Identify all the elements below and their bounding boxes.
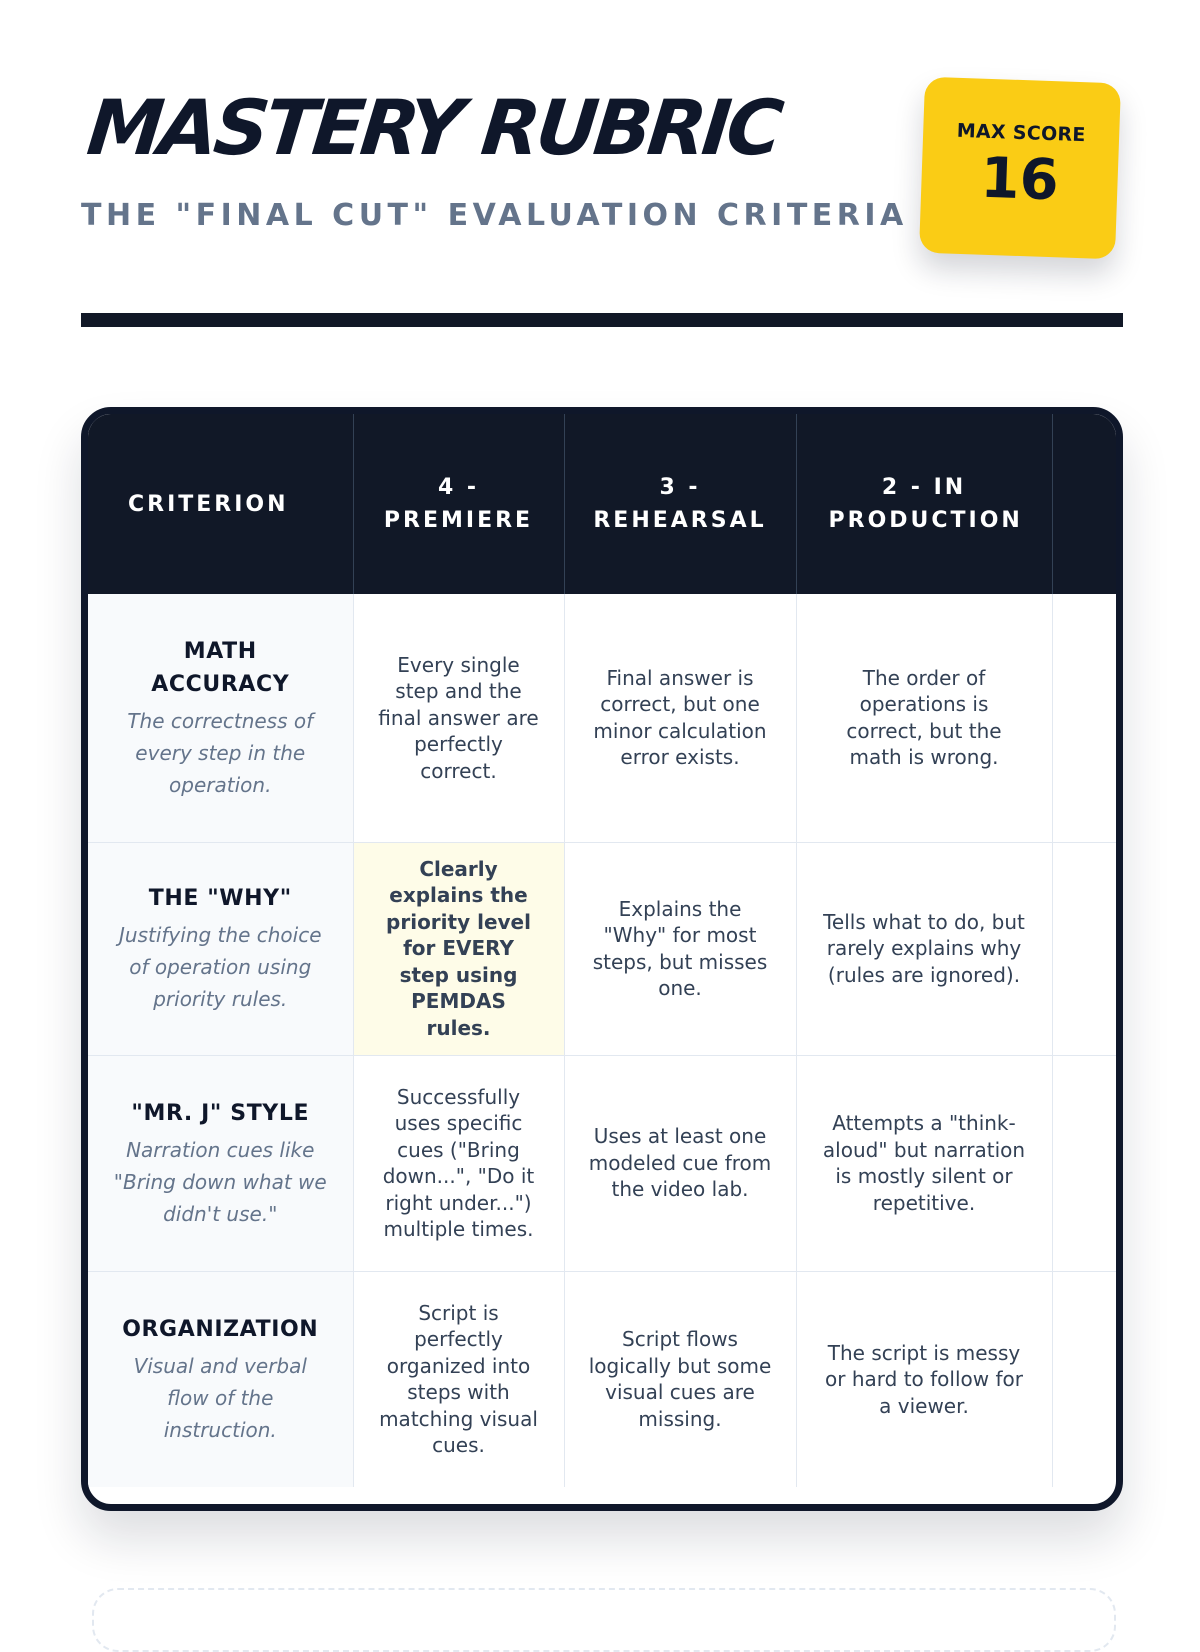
- max-score-value: 16: [979, 145, 1060, 214]
- criterion-name: MATH ACCURACY: [151, 638, 290, 697]
- rubric-cell-level-1: [1052, 594, 1123, 842]
- rubric-cell-in-production: The order of operations is correct, but the math is wrong.: [796, 594, 1052, 842]
- rubric-cell-in-production: Attempts a "think-aloud" but narration is mostly silent or repetitive.: [796, 1055, 1052, 1271]
- column-header-criterion: CRITERION: [88, 414, 353, 594]
- rubric-cell-in-production: The script is messy or hard to follow for a viewer.: [796, 1271, 1052, 1487]
- criterion-description: Justifying the choice of operation using priority rules.: [119, 923, 322, 1011]
- criterion-cell: [88, 594, 353, 842]
- rubric-cell-rehearsal: Uses at least one modeled cue from the video lab.: [564, 1055, 796, 1271]
- rubric-cell-rehearsal: Final answer is correct, but one minor calculation error exists.: [564, 594, 796, 842]
- criterion-cell: [88, 1055, 353, 1271]
- table-row: [88, 594, 1123, 842]
- rubric-cell-rehearsal: Explains the "Why" for most steps, but misses one.: [564, 842, 796, 1055]
- rubric-cell-premiere: Every single step and the final answer are perfectly correct.: [353, 594, 564, 842]
- criterion-cell: [88, 1271, 353, 1487]
- table-row: [88, 1055, 1123, 1271]
- dashed-section-outline: [92, 1588, 1116, 1652]
- max-score-badge: [919, 77, 1121, 260]
- criterion-description: Narration cues like "Bring down what we didn't use.": [113, 1137, 327, 1226]
- rubric-header-row: [88, 414, 1123, 594]
- rubric-cell-premiere-highlighted: Clearly explains the priority level for EVERY step using PEMDAS rules.: [353, 842, 564, 1055]
- criterion-name: "MR. J" STYLE: [131, 1100, 310, 1126]
- rubric-card: [81, 407, 1123, 1511]
- rubric-cell-premiere: Successfully uses specific cues ("Bring down...", "Do it right under...") multiple times.: [353, 1055, 564, 1271]
- rubric-cell-level-1: [1052, 842, 1123, 1055]
- criterion-description: The correctness of every step in the operation.: [127, 708, 314, 797]
- criterion-cell: [88, 842, 353, 1055]
- criterion-description: Visual and verbal flow of the instruction.: [133, 1353, 307, 1442]
- column-header-rehearsal: 3 - REHEARSAL: [564, 414, 796, 594]
- criterion-name: ORGANIZATION: [122, 1316, 319, 1342]
- rubric-cell-rehearsal: Script flows logically but some visual cues are missing.: [564, 1271, 796, 1487]
- rubric-cell-level-1: [1052, 1055, 1123, 1271]
- column-header-premiere: 4 - PREMIERE: [353, 414, 564, 594]
- rubric-cell-in-production: Tells what to do, but rarely explains why (rules are ignored).: [796, 842, 1052, 1055]
- page-title: MASTERY RUBRIC: [83, 83, 784, 172]
- table-row: [88, 842, 1123, 1055]
- column-header-in-production: 2 - IN PRODUCTION: [796, 414, 1052, 594]
- page-subtitle: THE "FINAL CUT" EVALUATION CRITERIA: [81, 198, 908, 233]
- column-header-level-1: [1052, 414, 1123, 594]
- table-row: [88, 1271, 1123, 1487]
- criterion-name: THE "WHY": [148, 886, 292, 911]
- rubric-cell-premiere: Script is perfectly organized into steps with matching visual cues.: [353, 1271, 564, 1487]
- rubric-cell-level-1: [1052, 1271, 1123, 1487]
- rubric-table: [88, 414, 1123, 1487]
- header-divider: [81, 313, 1123, 327]
- max-score-label: MAX SCORE: [956, 119, 1087, 147]
